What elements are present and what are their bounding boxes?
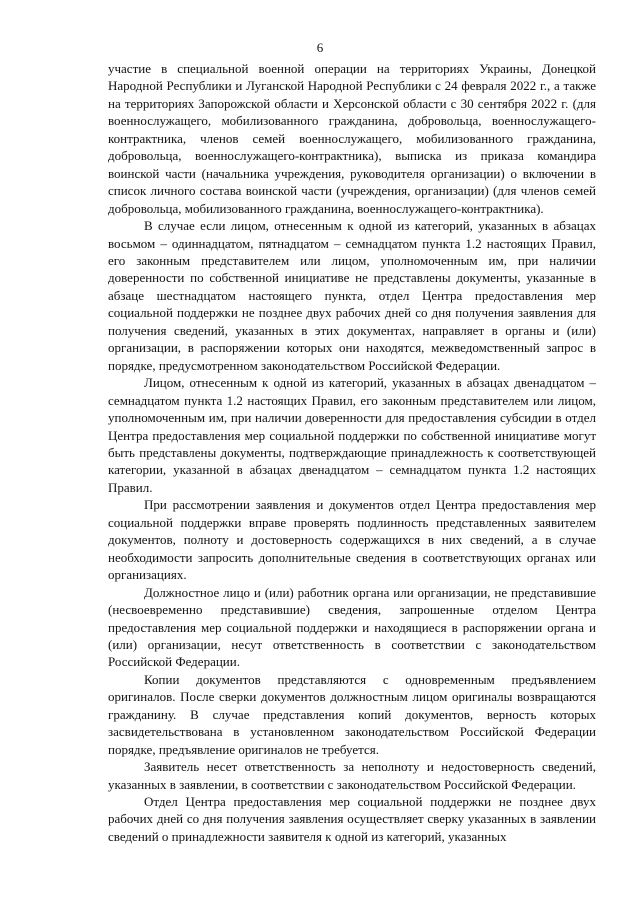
- paragraph: Копии документов представляются с одновременным предъявлением оригиналов. После сверки документов должностным лицом оригиналы возвращаются гражданину. В случае представления копий документов, верность которых засвидетельствована в установленном законодательством Российской Федерации порядке, предъявление оригиналов не требуется.: [108, 671, 596, 757]
- paragraph: При рассмотрении заявления и документов отдел Центра предоставления мер социальной поддержки вправе проверять подлинность представленных заявителем документов, полноту и достоверность содержащихся в них сведений, а в случае необходимости запросить дополнительные сведения в соответствующих органах или организациях.: [108, 497, 596, 583]
- paragraph: Отдел Центра предоставления мер социальной поддержки не позднее двух рабочих дней со дня получения заявления осуществляет сверку указанных в заявлении сведений о принадлежности заявителя к одной из категорий, указанных: [108, 794, 596, 844]
- paragraph: Заявитель несет ответственность за неполноту и недостоверность сведений, указанных в заявлении, в соответствии с законодательством Российской Федерации.: [108, 759, 596, 792]
- page-number: 6: [316, 40, 324, 55]
- paragraph-continued: участие в специальной военной операции на территориях Украины, Донецкой Народной Республики и Луганской Народной Республики с 24 февраля 2022 г., а также на территориях Запорожской области и Херсонской области с 30 сентября 2022 г. (для военнослужащего, мобилизованного гражданина, добровольца, военнослужащего-контрактника, членов семей военнослужащего, мобилизованного гражданина, добровольца, военнослужащего-контрактника), выписка из приказа командира воинской части (начальника учреждения, руководителя организации) о включении в список личного состава воинской части (учреждения, организации) (для членов семей добровольца, мобилизованного гражданина, военнослужащего-контрактника).: [108, 61, 596, 216]
- document-body: [108, 60, 596, 845]
- paragraph: В случае если лицом, отнесенным к одной из категорий, указанных в абзацах восьмом – одиннадцатом, пятнадцатом – семнадцатом пункта 1.2 настоящих Правил, его законным представителем или лицом, уполномоченным им, при наличии доверенности по собственной инициативе не представлены документы, указанные в абзаце шестнадцатом настоящего пункта, отдел Центра предоставления мер социальной поддержки не позднее двух рабочих дней со дня получения заявления для получения сведений, указанных в этих документах, направляет в органы и (или) организации, в распоряжении которых они находятся, межведомственный запрос в порядке, предусмотренном законодательством Российской Федерации.: [108, 218, 596, 373]
- paragraph: Лицом, отнесенным к одной из категорий, указанных в абзацах двенадцатом – семнадцатом пункта 1.2 настоящих Правил, его законным представителем или лицом, уполномоченным им, при наличии доверенности для предоставления субсидии в отдел Центра предоставления мер социальной поддержки по собственной инициативе могут быть представлены документы, подтверждающие принадлежность к соответствующей категории, указанной в абзацах двенадцатом – семнадцатом пункта 1.2 настоящих Правил.: [108, 375, 596, 495]
- paragraph: Должностное лицо и (или) работник органа или организации, не представившие (несвоевременно представившие) сведения, запрошенные отделом Центра предоставления мер социальной поддержки и находящиеся в распоряжении органа и (или) организации, несут ответственность в соответствии с законодательством Российской Федерации.: [108, 584, 596, 670]
